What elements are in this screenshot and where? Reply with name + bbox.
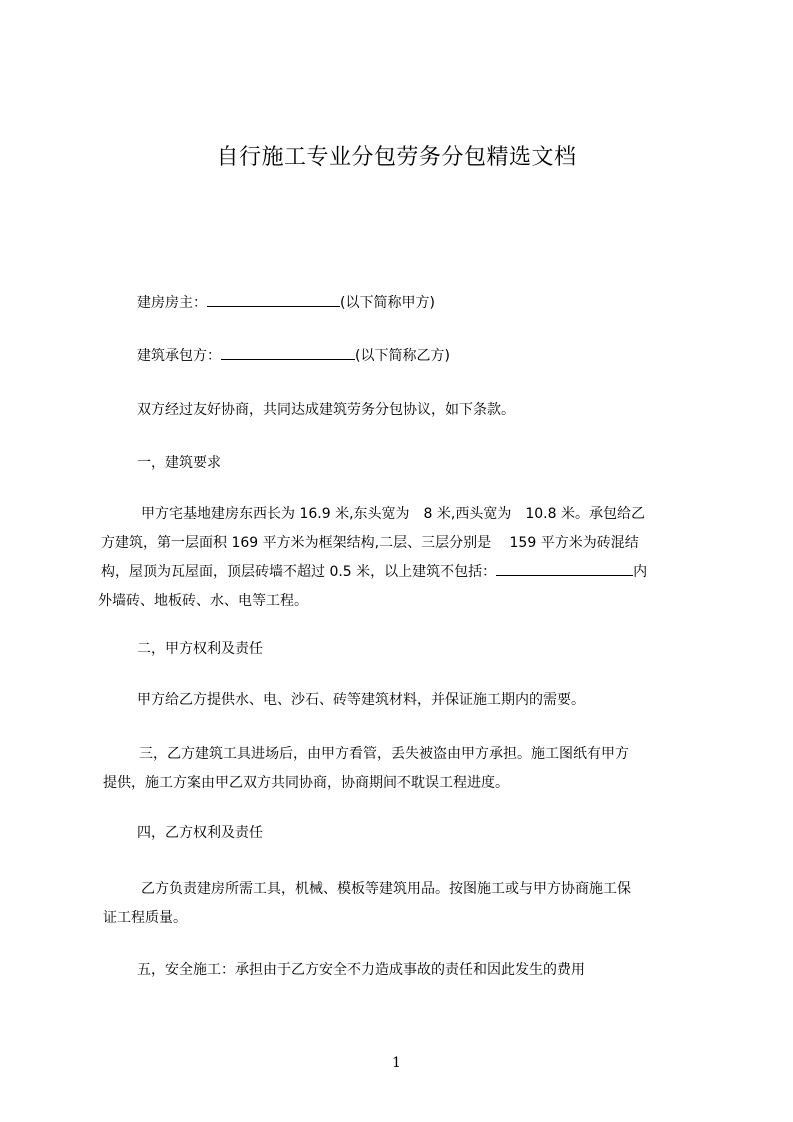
section4-line: 证工程质量。 [103, 910, 187, 926]
section3-line: 提供，施工方案由甲乙双方共同协商，协商期间不耽误工程进度。 [103, 775, 509, 791]
owner-label: 建房房主： [137, 295, 207, 311]
section3-paragraph [103, 740, 699, 798]
section1-paragraph [98, 500, 697, 616]
contractor-suffix: (以下简称乙方) [355, 348, 450, 364]
contractor-blank[interactable] [221, 345, 355, 360]
contractor-line [137, 345, 450, 366]
section1-line-tail: 内 [633, 564, 648, 580]
section1-line: 外墙砖、地板砖、水、电等工程。 [98, 593, 308, 609]
intro-paragraph: 双方经过友好协商，共同达成建筑劳务分包协议，如下条款。 [137, 402, 515, 418]
section2-paragraph: 甲方给乙方提供水、电、沙石、砖等建筑材料，并保证施工期内的需要。 [137, 692, 585, 708]
section1-line-text: 构，屋顶为瓦屋面，顶层砖墙不超过 0.5 米，以上建筑不包括： [101, 564, 497, 580]
section5-paragraph: 五，安全施工：承担由于乙方安全不力造成事故的责任和因此发生的费用 [137, 962, 585, 978]
exclusions-blank[interactable] [496, 561, 633, 576]
contractor-label: 建筑承包方： [137, 348, 221, 364]
section1-line: 甲方宅基地建房东西长为 16.9 米,东头宽为 8 米,西头宽为 10.8 米。承包给乙 [141, 506, 645, 522]
owner-suffix: (以下简称甲方) [340, 295, 435, 311]
section3-line: 三，乙方建筑工具进场后，由甲方看管，丢失被盗由甲方承担。施工图纸有甲方 [139, 746, 629, 762]
section1-line: 方建筑，第一层面积 169 平方米为框架结构,二层、三层分别是 159 平方米为砖混结 [101, 535, 639, 551]
section1-heading: 一，建筑要求 [137, 455, 221, 471]
page-number: 1 [392, 1055, 401, 1071]
section4-paragraph [103, 875, 699, 933]
section2-heading: 二，甲方权利及责任 [137, 641, 263, 657]
section4-line: 乙方负责建房所需工具，机械、模板等建筑用品。按图施工或与甲方协商施工保 [141, 881, 631, 897]
document-title: 自行施工专业分包劳务分包精选文档 [216, 145, 577, 170]
owner-blank[interactable] [207, 292, 340, 307]
owner-line [137, 292, 435, 313]
section4-heading: 四，乙方权利及责任 [137, 825, 263, 841]
section1-line-3 [101, 558, 697, 587]
